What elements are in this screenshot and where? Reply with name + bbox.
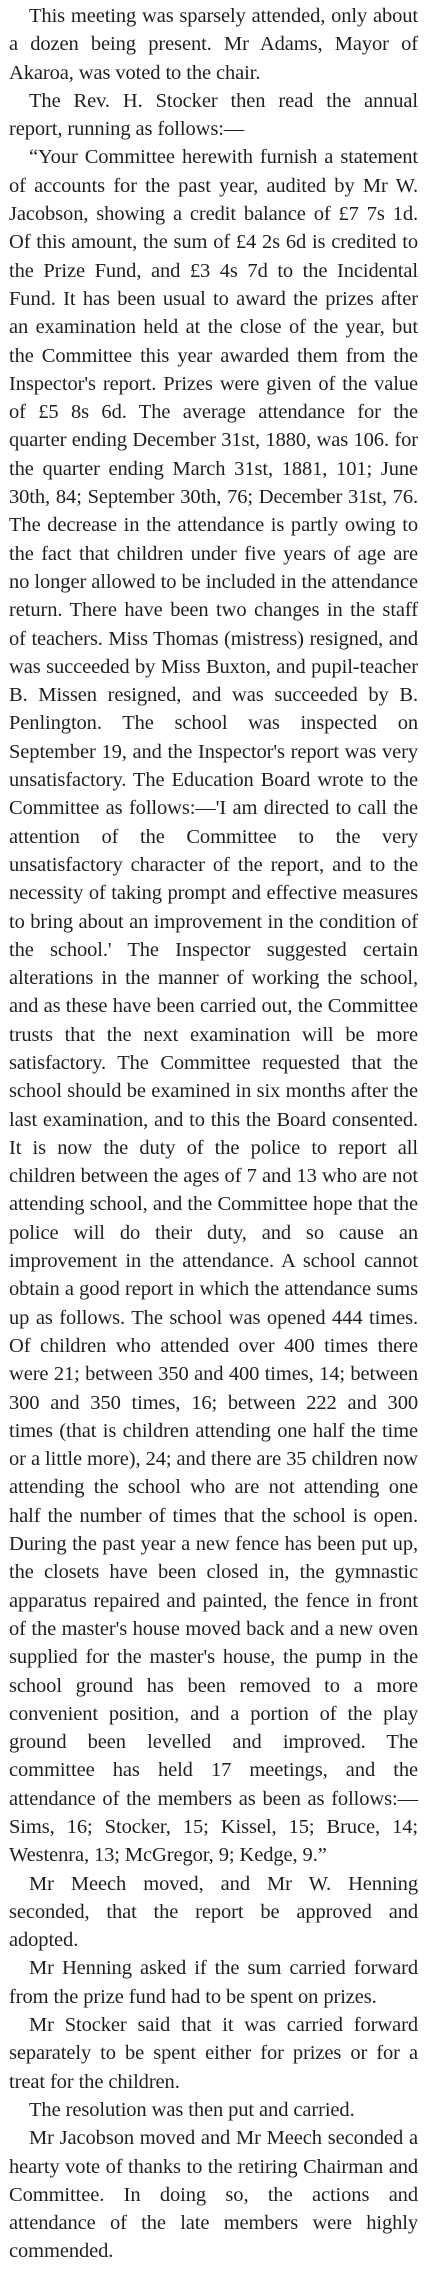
paragraph-henning-question: Mr Henning asked if the sum carried forward from the prize fund had to be spent on prizes.	[9, 1957, 418, 2008]
paragraph-vote-of-thanks: Mr Jacobson moved and Mr Meech seconded a hearty vote of thanks to the retiring Chairman and Committee. In doing so, the actions and attendance of the late members were highly commended.	[9, 2127, 418, 2263]
paragraph-report-intro: The Rev. H. Stocker then read the annual report, running as follows:—	[9, 89, 418, 141]
paragraph-resolution-carried: The resolution was then put and carried.	[29, 2098, 355, 2121]
paragraph-stocker-reply: Mr Stocker said that it was carried forward separately to be spent either for prizes or for a treat for the children.	[9, 2014, 418, 2093]
paragraph-meeting-attendance: This meeting was sparsely attended, only about a dozen being present. Mr Adams, Mayor of Akaroa, was voted to the chair.	[9, 5, 418, 84]
paragraph-motion-adopt: Mr Meech moved, and Mr W. Henning seconded, that the report be approved and adopted.	[9, 1872, 418, 1952]
paragraph-annual-report: “Your Committee herewith furnish a statement of accounts for the past year, audited by Mr W. Jacobson, showing a credit balance of £7 7s 1d. Of this amount, the sum of £4 2s 6d is credited to the Prize Fund, and £3 4s 7d to the Incidental Fund. It has been usual to award the prizes after an examination held at the close of the year, but the Committee this year awarded them from the Inspector's report. Prizes were given of the value of £5 8s 6d. The average attendance for the quarter ending December 31st, 1880, was 106. for the quarter ending March 31st, 1881, 101; June 30th, 84; September 30th, 76; December 31st, 76. The decrease in the attendance is partly owing to the fact that children under five years of age are no longer allowed to be included in the attendance return. There have been two changes in the staff of teachers. Miss Thomas (mistress) resigned, and was succeeded by Miss Buxton, and pupil-teacher B. Missen resigned, and was succeeded by B. Penlington. The school was inspected on September 19, and the Inspector's report was very unsatisfactory. The Education Board wrote to the Committee as follows:—'I am directed to call the attention of the Committee to the very unsatisfactory character of the report, and to the necessity of taking prompt and effective measures to bring about an improvement in the condition of the school.' The Inspector suggested certain alterations in the manner of working the school, and as these have been carried out, the Committee trusts that the next examination will be more satisfactory. The Committee requested that the school should be examined in six months after the last examination, and to this the Board consented. It is now the duty of the police to report all children between the ages of 7 and 13 who are not attending school, and the Committee hope that the police will do their duty, and so cause an improvement in the attendance. A school cannot obtain a good report in which the attendance sums up as follows. The school was opened 444 times. Of children who attended over 400 times there were 21; between 350 and 400 times, 14; between 300 and 350 times, 16; between 222 and 300 times (that is children attending one half the time or a little more), 24; and there are 35 children now attending the school who are not attending one half the number of times that the school is open. During the past year a new fence has been put up, the closets have been closed in, the gymnastic apparatus repaired and painted, the fence in front of the master's house moved back and a new oven supplied for the master's house, the pump in the school ground has been removed to a more convenient position, and a portion of the play ground been levelled and improved. The committee has held 17 meetings, and the attendance of the members as been as follows:—Sims, 16; Stocker, 15; Kissel, 15; Bruce, 14; Westenra, 13; McGregor, 9; Kedge, 9.”	[9, 146, 418, 1867]
